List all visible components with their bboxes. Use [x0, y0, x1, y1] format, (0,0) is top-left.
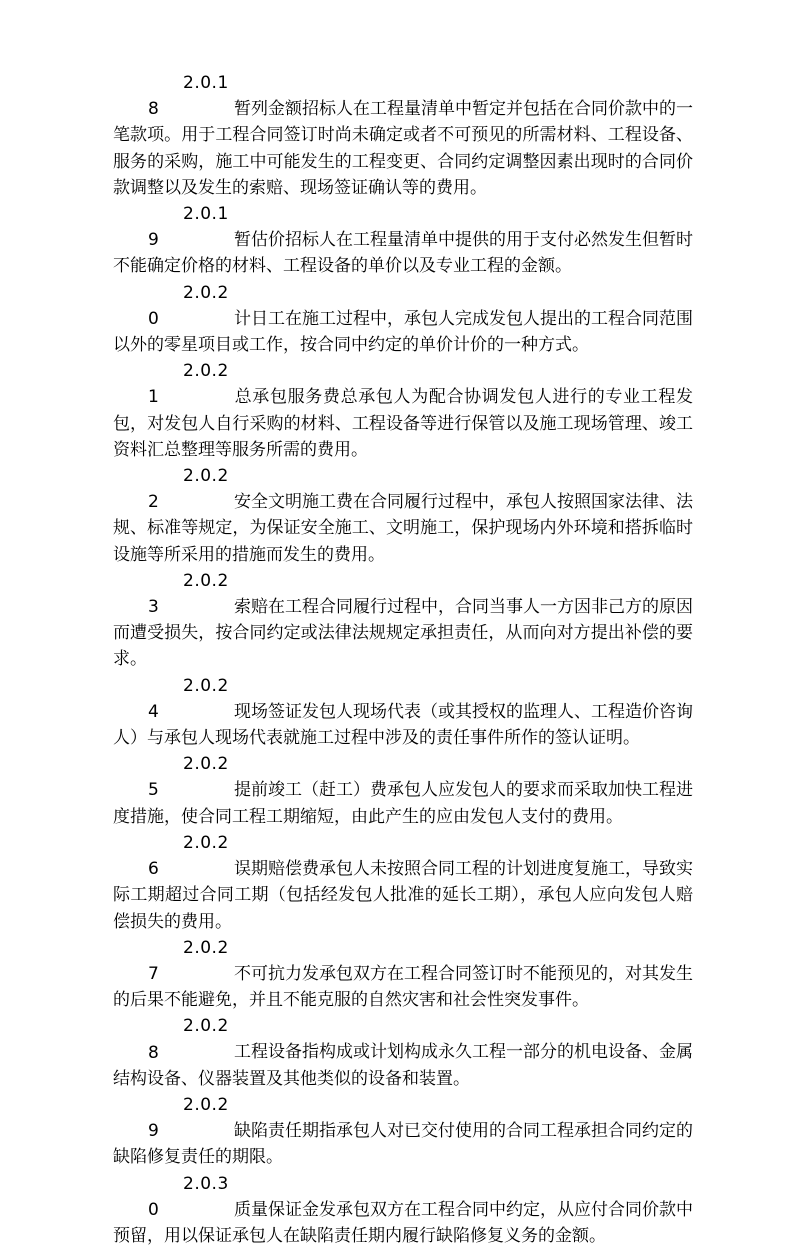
term-name: 误期赔偿费 — [234, 859, 319, 880]
term-definition: 在施工过程中，承包人完成发包人提出的工程合同范围以外的零星项目或工作，按合同中约定的单价计价的一种方式。 — [113, 308, 693, 356]
term-definition: 指构成或计划构成永久工程一部分的机电设备、金属结构设备、仪器装置及其他类似的设备和装置。 — [113, 1042, 693, 1089]
term-definition: 发承包双方在工程合同中约定，从应付合同价款中预留，用以保证承包人在缺陷责任期内履行缺陷修复义务的金额。 — [113, 1199, 693, 1246]
term-2-0-30 — [113, 1171, 693, 1249]
term-2-0-23 — [113, 568, 693, 673]
term-definition: 承包人未按照合同工程的计划进度复施工，导致实际工期超过合同工期（包括经发包人批准的延长工期），承包人应向发包人赔偿损失的费用。 — [113, 859, 693, 932]
term-2-0-26 — [113, 830, 693, 935]
term-number: 2.0.19 — [148, 204, 229, 251]
document-page — [113, 70, 693, 1249]
term-2-0-27 — [113, 935, 693, 1014]
term-2-0-19 — [113, 201, 693, 280]
term-name: 计日工 — [234, 308, 285, 329]
term-name: 提前竣工（赶工）费 — [234, 780, 387, 801]
term-2-0-22 — [113, 463, 693, 568]
term-2-0-28 — [113, 1013, 693, 1092]
term-definition: 在工程合同履行过程中，合同当事人一方因非己方的原因而遭受损失，按合同约定或法律法规规定承担责任，从而向对方提出补偿的要求。 — [113, 597, 693, 670]
term-number: 2.0.29 — [148, 1094, 229, 1142]
term-number: 2.0.24 — [148, 675, 229, 722]
term-number: 2.0.18 — [148, 73, 229, 120]
term-definition: 在合同履行过程中，承包人按照国家法律、法规、标准等规定，为保证安全施工、文明施工，保护现场内外环境和搭拆临时设施等所采用的措施而发生的费用。 — [113, 492, 693, 565]
term-2-0-29 — [113, 1092, 693, 1171]
term-number: 2.0.27 — [148, 937, 229, 984]
term-2-0-20 — [113, 280, 693, 359]
term-definition: 招标人在工程量清单中提供的用于支付必然发生但暂时不能确定价格的材料、工程设备的单价以及专业工程的金额。 — [113, 230, 693, 277]
term-number: 2.0.21 — [148, 361, 229, 408]
term-number: 2.0.30 — [148, 1173, 229, 1220]
term-number: 2.0.28 — [148, 1016, 229, 1063]
term-2-0-25 — [113, 751, 693, 830]
term-number: 2.0.23 — [148, 570, 229, 618]
term-number: 2.0.20 — [148, 282, 229, 329]
term-name: 总承包服务费 — [234, 387, 341, 408]
term-name: 安全文明施工费 — [234, 492, 353, 513]
term-2-0-21 — [113, 358, 693, 463]
term-2-0-24 — [113, 673, 693, 752]
term-definition: 招标人在工程量清单中暂定并包括在合同价款中的一笔款项。用于工程合同签订时尚未确定或者不可预见的所需材料、工程设备、服务的采购，施工中可能发生的工程变更、合同约定调整因素出现时的合同价款调整以及发生的索赔、现场签证确认等的费用。 — [113, 99, 693, 198]
term-definition: 指承包人对已交付使用的合同工程承担合同约定的缺陷修复责任的期限。 — [113, 1121, 693, 1168]
term-name: 索赔 — [234, 597, 268, 618]
term-name: 工程设备 — [234, 1042, 302, 1063]
term-name: 质量保证金 — [234, 1199, 319, 1220]
term-number: 2.0.25 — [148, 754, 229, 801]
term-number: 2.0.26 — [148, 832, 229, 880]
term-name: 暂估价 — [234, 230, 285, 251]
term-definition: 发承包双方在工程合同签订时不能预见的，对其发生的后果不能避免，并且不能克服的自然灾害和社会性突发事件。 — [113, 963, 693, 1011]
term-name: 不可抗力 — [234, 963, 302, 984]
term-definition: 发包人现场代表（或其授权的监理人、工程造价咨询人）与承包人现场代表就施工过程中涉及的责任事件所作的签认证明。 — [113, 701, 693, 749]
term-name: 现场签证 — [234, 701, 302, 722]
term-name: 缺陷责任期 — [234, 1121, 319, 1142]
term-2-0-18 — [113, 70, 693, 201]
term-number: 2.0.22 — [148, 466, 229, 513]
term-definition: 总承包人为配合协调发包人进行的专业工程发包，对发包人自行采购的材料、工程设备等进行保管以及施工现场管理、竣工资料汇总整理等服务所需的费用。 — [113, 387, 694, 460]
term-name: 暂列金额 — [234, 99, 302, 120]
term-definition: 承包人应发包人的要求而采取加快工程进度措施，使合同工程工期缩短，由此产生的应由发包人支付的费用。 — [113, 780, 693, 827]
